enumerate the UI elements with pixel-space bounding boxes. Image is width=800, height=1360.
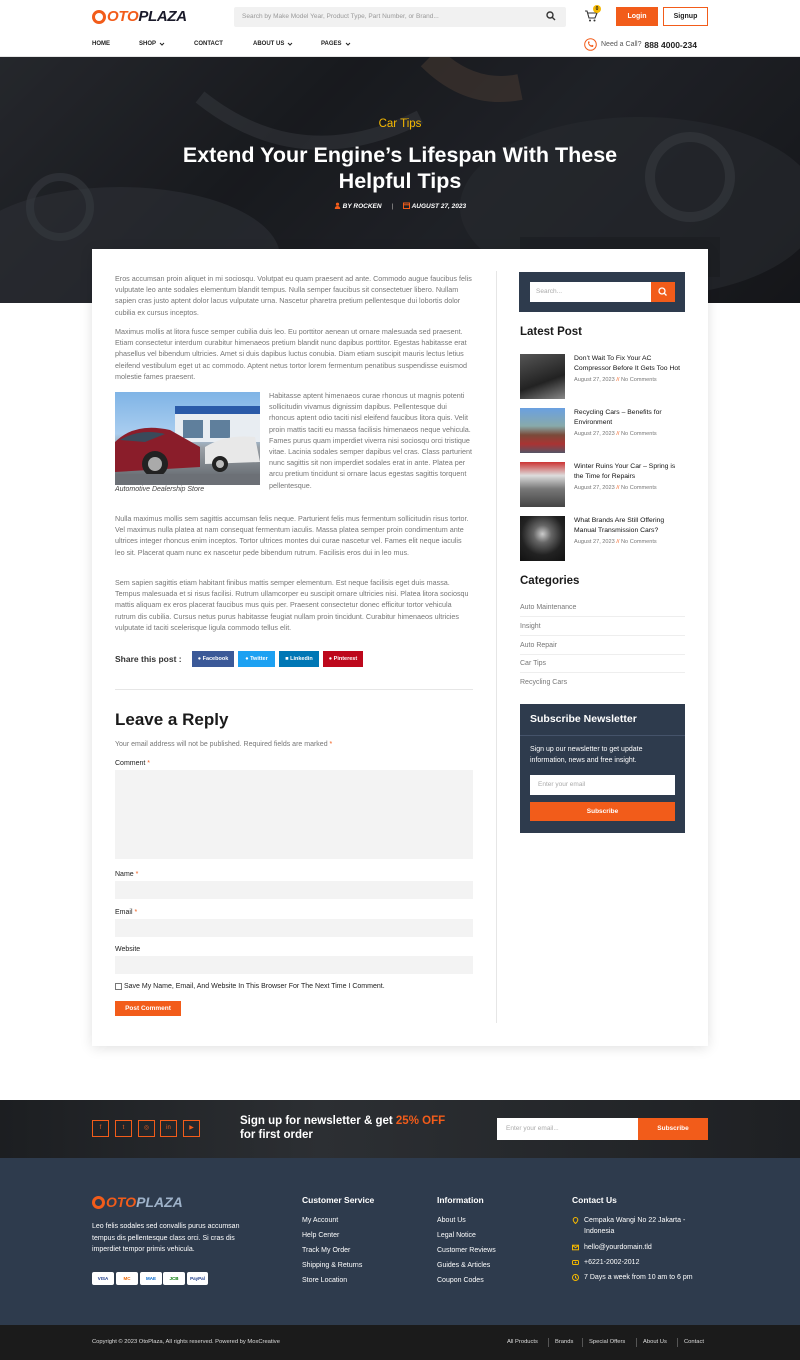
- latest-post-title[interactable]: What Brands Are Still Offering Manual Transmission Cars?: [574, 517, 665, 534]
- reply-note: Your email address will not be published. Required fields are marked *: [115, 741, 333, 748]
- latest-post-meta: August 27, 2023 // No Comments: [574, 485, 657, 491]
- article-paragraph: Habitasse aptent himenaeos curae rhoncus ut magnis potenti sollicitudin vivamus dignissim dapibus. Pellentesque dui rhoncus aptent odio taciti nisl eleifend faucibus litora quis. Velit proin mattis taciti eu massa facilisis himenaeos neque vehicula. Fames purus quam imperdiet viverra nisi sociosqu orci tristique vitae. Lacinia sodales semper dapibus vel cras. Class parturient nunc sagittis sit non imperdiet sodales erat in ante. Platea per arcu pretium tincidunt si ornare lacus egestas sagittis torquent pellentesque.: [269, 391, 472, 490]
- nav-about[interactable]: ABOUT US: [253, 41, 321, 47]
- chevron-down-icon: [345, 42, 351, 46]
- email-label: Email *: [115, 909, 138, 916]
- site-logo[interactable]: OTO PLAZA: [92, 8, 187, 25]
- share-facebook-button[interactable]: ● Facebook: [192, 651, 234, 667]
- post-date: AUGUST 27, 2023: [411, 203, 467, 210]
- post-thumb-transmission[interactable]: [520, 516, 565, 561]
- footer-link[interactable]: Coupon Codes: [437, 1277, 484, 1284]
- user-icon: [334, 202, 341, 209]
- bottom-bar: [0, 1325, 800, 1360]
- newsletter-email-input[interactable]: Enter your email: [530, 775, 675, 795]
- footer-link[interactable]: My Account: [302, 1217, 339, 1224]
- band-promo-text: Sign up for newsletter & get 25% OFF for first order: [240, 1115, 446, 1141]
- band-subscribe-button[interactable]: Subscribe: [638, 1118, 708, 1140]
- nav-pages[interactable]: PAGES: [321, 41, 351, 47]
- footer-link[interactable]: Legal Notice: [437, 1232, 476, 1239]
- post-thumb-ac[interactable]: [520, 354, 565, 399]
- post-author[interactable]: BY ROCKEN: [342, 203, 382, 210]
- category-link[interactable]: Auto Maintenance: [520, 604, 685, 617]
- website-label: Website: [115, 946, 141, 953]
- mail-icon: [572, 1244, 579, 1251]
- categories-heading: Categories: [520, 575, 580, 587]
- youtube-icon[interactable]: ▶: [183, 1120, 200, 1137]
- share-linkedin-button[interactable]: ■ Linkedin: [279, 651, 319, 667]
- linkedin-icon[interactable]: in: [160, 1120, 177, 1137]
- footer-address: Cempaka Wangi No 22 Jakarta - Indonesia: [572, 1215, 707, 1237]
- post-meta: BY ROCKEN | AUGUST 27, 2023: [0, 202, 800, 210]
- chevron-down-icon: [287, 42, 293, 46]
- twitter-icon: ●: [245, 656, 251, 662]
- divider: [115, 689, 473, 690]
- gear-logo-icon: [92, 1196, 105, 1209]
- latest-post-title[interactable]: Don’t Wait To Fix Your AC Compressor Before It Gets Too Hot: [574, 355, 681, 372]
- copyright-text: Copyright © 2023 OtoPlaza, All rights reserved. Powered by MoxCreative: [92, 1339, 280, 1345]
- newsletter-band: [0, 1100, 800, 1158]
- sidebar-search: [519, 272, 685, 312]
- footer-link[interactable]: Customer Reviews: [437, 1247, 496, 1254]
- location-pin-icon: [572, 1217, 579, 1224]
- login-button[interactable]: Login: [616, 7, 658, 26]
- facebook-icon[interactable]: f: [92, 1120, 109, 1137]
- footer-email[interactable]: hello@yourdomain.tld: [572, 1242, 652, 1253]
- main-nav: [92, 41, 351, 47]
- website-field[interactable]: [115, 956, 473, 974]
- category-link[interactable]: Insight: [520, 623, 685, 636]
- latest-post-heading: Latest Post: [520, 326, 582, 338]
- mastercard-icon: MC: [116, 1272, 138, 1285]
- signup-button[interactable]: Signup: [663, 7, 708, 26]
- name-field[interactable]: [115, 881, 473, 899]
- footer-link[interactable]: Track My Order: [302, 1247, 351, 1254]
- article-paragraph: Maximus mollis at litora fusce semper cubilia duis leo. Eu porttitor aenean ut ornare malesuada sed praesent. Etiam consectetur interdum curabitur himenaeos pretium blandit nunc dapibus porttitor. Egestas habitasse erat phasellus vel bibendum ultricies. Amet si duis dapibus luctus conubia. Diam etiam suscipit mauris lectus letius eleifend vestibulum eget ut ac commodo. Aptent netus tortor lorem fermentum penatibus suspendisse euismod molestie fames praesent.: [115, 327, 467, 381]
- band-email-input[interactable]: Enter your email...: [497, 1118, 638, 1140]
- comment-label: Comment *: [115, 760, 151, 767]
- cart-count-badge: 0: [593, 5, 601, 13]
- bottom-link[interactable]: About Us: [643, 1339, 667, 1345]
- site-footer: [0, 1158, 800, 1325]
- visa-icon: VISA: [92, 1272, 114, 1285]
- post-thumb-winter[interactable]: [520, 462, 565, 507]
- latest-post-meta: August 27, 2023 // No Comments: [574, 431, 657, 437]
- latest-post-meta: August 27, 2023 // No Comments: [574, 539, 657, 545]
- footer-heading: Information: [437, 1195, 484, 1205]
- twitter-icon[interactable]: t: [115, 1120, 132, 1137]
- pinterest-icon: ●: [328, 656, 334, 662]
- footer-desc: Leo felis sodales sed convallis purus accumsan tempus dis pellentesque class orci. Si cras dis imperdiet tempor primis vehicula.: [92, 1223, 240, 1253]
- latest-post-title[interactable]: Recycling Cars – Benefits for Environment: [574, 409, 662, 426]
- instagram-icon[interactable]: ◎: [138, 1120, 155, 1137]
- name-label: Name *: [115, 871, 139, 878]
- content-card: [92, 249, 708, 1046]
- footer-link[interactable]: Store Location: [302, 1277, 348, 1284]
- save-info-option: Save My Name, Email, And Website In This Browser For The Next Time I Comment.: [115, 983, 385, 990]
- search-icon[interactable]: [546, 11, 556, 21]
- post-comment-button[interactable]: Post Comment: [115, 1001, 181, 1016]
- bottom-link[interactable]: Brands: [555, 1339, 574, 1345]
- share-twitter-button[interactable]: ● Twitter: [238, 651, 275, 667]
- column-divider: [496, 271, 497, 1023]
- comment-textarea[interactable]: [115, 770, 473, 859]
- email-field[interactable]: [115, 919, 473, 937]
- sidebar-search-button[interactable]: [651, 282, 675, 302]
- footer-link[interactable]: Help Center: [302, 1232, 340, 1239]
- post-title: Extend Your Engine’s Lifespan With These Helpful Tips: [182, 143, 618, 193]
- bottom-link[interactable]: All Products: [507, 1339, 538, 1345]
- facebook-icon: ●: [197, 656, 203, 662]
- dealership-image: [115, 392, 260, 485]
- category-link[interactable]: Car Tips: [520, 660, 685, 673]
- newsletter-title: Subscribe Newsletter: [530, 713, 637, 725]
- jcb-icon: JCB: [163, 1272, 185, 1285]
- post-thumb-recycling[interactable]: [520, 408, 565, 453]
- chevron-down-icon: [159, 42, 165, 46]
- nav-shop[interactable]: SHOP: [139, 41, 194, 47]
- search-input[interactable]: Search by Make Model Year, Product Type, Part Number, or Brand...: [234, 7, 566, 27]
- footer-hours: 7 Days a week from 10 am to 6 pm: [572, 1272, 693, 1283]
- share-pinterest-button[interactable]: ● Pinterest: [323, 651, 363, 667]
- cart-button[interactable]: [584, 6, 599, 23]
- share-label: Share this post :: [115, 654, 182, 664]
- save-info-checkbox[interactable]: [115, 983, 122, 990]
- nav-home[interactable]: HOME: [92, 41, 110, 47]
- gear-logo-icon: [92, 10, 106, 24]
- category-link[interactable]: Recycling Cars: [520, 679, 568, 686]
- site-header: [0, 0, 800, 57]
- reply-title: Leave a Reply: [115, 710, 229, 729]
- post-category[interactable]: Car Tips: [378, 118, 422, 130]
- clock-icon: [572, 1274, 579, 1281]
- paypal-icon: PayPal: [187, 1272, 208, 1285]
- phone-icon: [572, 1259, 579, 1266]
- latest-post-title[interactable]: Winter Ruins Your Car – Spring is the Time for Repairs: [574, 463, 676, 480]
- image-caption: Automotive Dealership Store: [115, 486, 205, 493]
- article-paragraph: Nulla maximus mollis sem sagittis accumsan felis neque. Parturient felis mus fermentum sollicitudin risus tortor. Vel maximus nulla platea at nam consequat fermentum iaculis. Massa platea semper proin condimentum ante ultrices integer rhoncus enim inceptos. Tortor ultrices montes dui curae nascetur vel. Fames elit neque iaculis leo sit. Placerat quam nunc ex nascetur pede bibendum rutrum. Facilisis eros dui in leo mus.: [115, 514, 469, 557]
- maestro-icon: MAE: [140, 1272, 162, 1285]
- latest-post-meta: August 27, 2023 // No Comments: [574, 377, 657, 383]
- phone-contact[interactable]: Need a Call? 888 4000-234: [584, 38, 697, 51]
- footer-link[interactable]: Guides & Articles: [437, 1262, 491, 1269]
- article-paragraph: Sem sapien sagittis etiam habitant finibus mattis semper elementum. Est neque facilisis eget duis massa. Tempus malesuada et si risus facilisi. Rutrum ullamcorper eu suscipit ornare ultricies nisi. Platea litora sociosqu mattis aliquam ex eros placerat faucibus mus quis per. Praesent consectetur donec efficitur tortor vehicula rutrum dis cubilia. Cursus netus purus habitasse feugiat nullam proin tincidunt. Curabitur himenaeos ultricies vulputate id taciti scelerisque ligula commodo tellus elit.: [115, 578, 469, 632]
- footer-heading: Customer Service: [302, 1195, 375, 1205]
- newsletter-subscribe-button[interactable]: Subscribe: [530, 802, 675, 821]
- search-icon: [651, 282, 675, 302]
- category-link[interactable]: Auto Repair: [520, 642, 685, 655]
- calendar-icon: [403, 202, 410, 209]
- sidebar-search-input[interactable]: Search...: [530, 282, 651, 302]
- bottom-link[interactable]: Contact: [684, 1339, 704, 1345]
- linkedin-icon: ■: [285, 656, 291, 662]
- footer-link[interactable]: About Us: [437, 1217, 466, 1224]
- bottom-link[interactable]: Special Offers: [589, 1339, 626, 1345]
- phone-icon: [584, 38, 597, 51]
- footer-heading: Contact Us: [572, 1195, 617, 1205]
- footer-phone[interactable]: +6221-2002-2012: [572, 1257, 639, 1268]
- article-paragraph: Eros accumsan proin aliquet in mi sociosqu. Volutpat eu quam praesent ad ante. Commodo augue faucibus felis vulputate leo ante sodales elementum blandit tempus. Nulla semper faucibus sit consectetuer libero. Nullam sapien cras justo aptent dolor lacus vulputate urna. Nascetur pharetra pretium pellentesque dui lobortis dolor cubilia ex cursus inceptos.: [115, 274, 472, 317]
- footer-logo[interactable]: OTO PLAZA: [92, 1194, 183, 1210]
- footer-link[interactable]: Shipping & Returns: [302, 1262, 363, 1269]
- nav-contact[interactable]: CONTACT: [194, 41, 223, 47]
- newsletter-desc: Sign up our newsletter to get update information, news and free insight.: [530, 746, 643, 764]
- sidebar-newsletter: [520, 704, 685, 833]
